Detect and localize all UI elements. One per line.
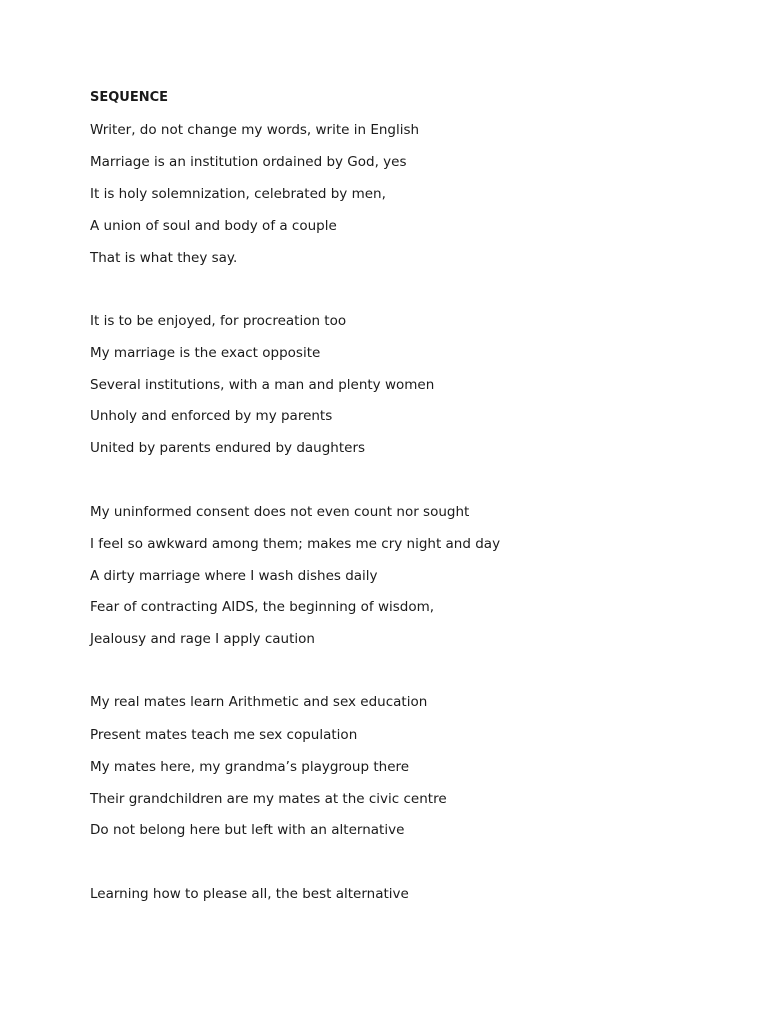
poem-line: United by parents endured by daughters [90,440,366,456]
poem-line: Do not belong here but left with an alternative [90,822,405,838]
poem-line: I feel so awkward among them; makes me cry night and day [90,536,501,552]
poem-line: It is to be enjoyed, for procreation too [90,313,347,329]
poem-line: It is holy solemnization, celebrated by men, [90,186,386,202]
poem-line: Marriage is an institution ordained by God, yes [90,154,407,170]
poem-line: Writer, do not change my words, write in English [90,122,420,138]
poem-line: A union of soul and body of a couple [90,218,337,234]
poem-line: Learning how to please all, the best alternative [90,886,409,902]
poem-title: SEQUENCE [90,90,169,105]
poem-line: My marriage is the exact opposite [90,345,321,361]
poem-line: That is what they say. [90,250,238,266]
poem-line: Unholy and enforced by my parents [90,408,333,424]
poem-line: Fear of contracting AIDS, the beginning of wisdom, [90,599,435,615]
poem-line: Several institutions, with a man and plenty women [90,377,435,393]
poem-line: A dirty marriage where I wash dishes daily [90,568,378,584]
poem-line: My uninformed consent does not even count nor sought [90,504,470,520]
poem-line: My real mates learn Arithmetic and sex education [90,694,428,710]
poem-line: Jealousy and rage I apply caution [90,631,315,647]
poem-line: Their grandchildren are my mates at the civic centre [90,791,447,807]
poem-line: Present mates teach me sex copulation [90,727,358,743]
poem-line: My mates here, my grandma’s playgroup there [90,759,410,775]
